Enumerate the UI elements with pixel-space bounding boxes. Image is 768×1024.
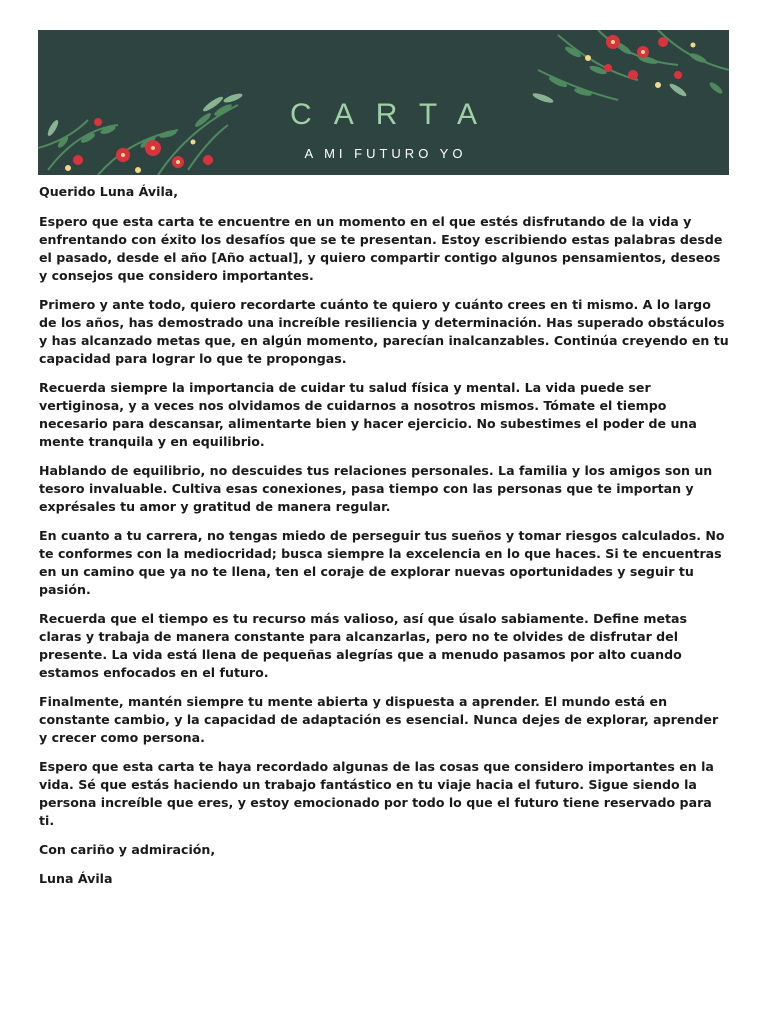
- header-banner: [38, 30, 729, 175]
- letter-paragraph: En cuanto a tu carrera, no tengas miedo de perseguir tus sueños y tomar riesgos calculados. No te conformes con la mediocridad; busca siempre la excelencia en lo que haces. Si te encuentras en un camino que ya no te llena, ten el coraje de explorar nuevas oportunidades y seguir tu pasión.: [39, 528, 725, 597]
- letter-paragraph: Finalmente, mantén siempre tu mente abierta y dispuesta a aprender. El mundo está en constante cambio, y la capacidad de adaptación es esencial. Nunca dejes de explorar, aprender y crecer como persona.: [39, 694, 719, 745]
- letter-paragraph: Primero y ante todo, quiero recordarte cuánto te quiero y cuánto crees en ti mismo. A lo largo de los años, has demostrado una increíble resiliencia y determinación. Has superado obstáculos y has alcanzado metas que, en algún momento, parecían inalcanzables. Continúa creyendo en tu capacidad para lograr lo que te propongas.: [39, 297, 729, 366]
- letter-signature: Luna Ávila: [39, 871, 113, 886]
- letter-paragraph: Espero que esta carta te haya recordado algunas de las cosas que considero importantes en la vida. Sé que estás haciendo un trabajo fantástico en tu viaje hacia el futuro. Sigue siendo la persona increíble que eres, y estoy emocionado por todo lo que el futuro tiene reservado para ti.: [39, 759, 714, 828]
- letter-body: [39, 183, 729, 899]
- letter-paragraph: Espero que esta carta te encuentre en un momento en el que estés disfrutando de la vida y enfrentando con éxito los desafíos que se te presentan. Estoy escribiendo estas palabras desde el pasado, desde el año [Año actual], y quiero compartir contigo algunos pensamientos, deseos y consejos que considero importantes.: [39, 214, 723, 283]
- letter-paragraph: Recuerda que el tiempo es tu recurso más valioso, así que úsalo sabiamente. Define metas claras y trabaja de manera constante para alcanzarlas, pero no te olvides de disfrutar del presente. La vida está llena de pequeñas alegrías que a menudo pasamos por alto cuando estamos enfocados en el futuro.: [39, 611, 688, 680]
- letter-closing: Con cariño y admiración,: [39, 842, 216, 857]
- banner-title: CARTA: [290, 98, 499, 131]
- banner-subtitle: A MI FUTURO YO: [304, 146, 467, 161]
- letter-paragraph: Recuerda siempre la importancia de cuidar tu salud física y mental. La vida puede ser vertiginosa, y a veces nos olvidamos de cuidarnos a nosotros mismos. Tómate el tiempo necesario para descansar, alimentarte bien y hacer ejercicio. No subestimes el poder de una mente tranquila y en equilibrio.: [39, 380, 697, 449]
- letter-greeting: Querido Luna Ávila,: [39, 184, 179, 199]
- letter-paragraph: Hablando de equilibrio, no descuides tus relaciones personales. La familia y los amigos son un tesoro invaluable. Cultiva esas conexiones, pasa tiempo con las personas que te importan y exprésales tu amor y gratitud de manera regular.: [39, 463, 713, 514]
